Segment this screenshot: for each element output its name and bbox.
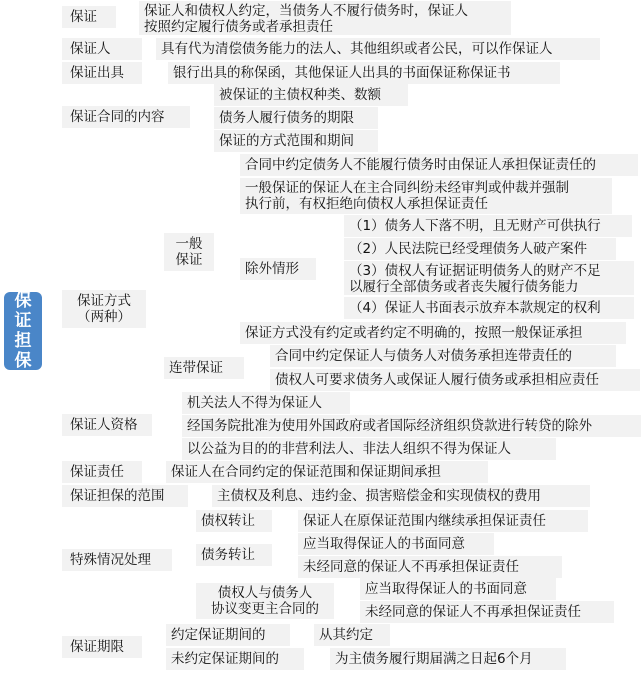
item-line: 以履行全部债务或者丧失履行债务能力	[349, 279, 579, 295]
exception-item-2[interactable]	[344, 238, 616, 260]
contract-item-1[interactable]	[214, 84, 408, 106]
item-text: 未经同意的保证人不再承担保证责任	[303, 559, 519, 575]
item-text: 未经同意的保证人不再承担保证责任	[365, 604, 581, 620]
debt-transfer-item-2[interactable]	[298, 556, 562, 578]
topic-label: 保证期限	[70, 639, 124, 655]
item-text: （4）保证人书面表示放弃本款规定的权利	[349, 300, 601, 316]
exception-item-1[interactable]	[344, 215, 632, 237]
node-label: 未约定保证期间的	[171, 651, 279, 667]
issue-definition[interactable]	[168, 62, 560, 84]
claim-transfer[interactable]	[196, 510, 272, 532]
topic-label: 保证人资格	[70, 417, 138, 433]
modification-item-1[interactable]	[360, 578, 556, 600]
topic-issue[interactable]	[62, 62, 142, 84]
node-label: 债权转让	[201, 513, 255, 529]
scope-definition[interactable]	[212, 485, 590, 507]
topic-label: 保证方式	[77, 293, 131, 309]
contract-item-3[interactable]	[214, 130, 378, 152]
item-text: 保证的方式范围和期间	[219, 133, 354, 149]
item-text: 从其约定	[319, 627, 373, 643]
exception-item-4[interactable]	[344, 297, 634, 319]
exceptions[interactable]	[240, 258, 316, 280]
node-label: 保证	[175, 252, 203, 268]
general-item-1[interactable]	[240, 154, 638, 176]
topic-qualification[interactable]	[62, 414, 152, 436]
item-text: （1）债务人下落不明，且无财产可供执行	[349, 218, 601, 234]
central-topic[interactable]	[4, 292, 42, 370]
node-label: 连带保证	[169, 360, 223, 376]
topic-scope[interactable]	[62, 485, 188, 507]
item-text: 机关法人不得为保证人	[187, 395, 322, 411]
node-label: 约定保证期间的	[171, 627, 266, 643]
qualification-item-3[interactable]	[182, 438, 556, 460]
liability-definition[interactable]	[166, 461, 488, 483]
node-label: 一般	[175, 236, 203, 252]
general-item-2[interactable]	[240, 178, 612, 214]
item-text: 合同中约定保证人与债务人对债务承担连带责任的	[275, 348, 572, 364]
item-text: 保证人在原保证范围内继续承担保证责任	[303, 513, 546, 529]
guarantee-definition[interactable]	[139, 1, 511, 35]
topic-label: 特殊情况处理	[70, 552, 151, 568]
item-text: 债务人履行债务的期限	[219, 110, 354, 126]
joint-guarantee[interactable]	[164, 357, 244, 379]
qualification-item-2[interactable]	[182, 415, 641, 437]
default-rule[interactable]	[240, 322, 626, 344]
topic-guarantor[interactable]	[62, 38, 142, 60]
joint-item-1[interactable]	[270, 345, 616, 367]
agreed-period-item[interactable]	[314, 624, 390, 646]
node-label: 协议变更主合同的	[211, 601, 319, 617]
definition-text: 银行出具的称保函，其他保证人出具的书面保证称保证书	[173, 65, 511, 81]
item-line: 一般保证的保证人在主合同纠纷未经审判或仲裁并强制	[245, 180, 569, 196]
item-text: 以公益为目的的非营利法人、非法人组织不得为保证人	[187, 441, 511, 457]
topic-label: （两种）	[77, 309, 131, 325]
definition-text: 保证人在合同约定的保证范围和保证期间承担	[171, 464, 441, 480]
guarantor-definition[interactable]	[156, 38, 600, 60]
modification-item-2[interactable]	[360, 601, 614, 623]
item-line: 执行前，有权拒绝向债权人承担保证责任	[245, 196, 488, 212]
item-line: （3）债权人有证据证明债务人的财产不足	[349, 263, 601, 279]
item-text: 被保证的主债权种类、数额	[219, 87, 381, 103]
item-text: 应当取得保证人的书面同意	[365, 581, 527, 597]
topic-contract-content[interactable]	[62, 106, 190, 128]
topic-label: 保证	[70, 9, 97, 25]
definition-text: 具有代为清偿债务能力的法人、其他组织或者公民，可以作保证人	[161, 41, 553, 57]
agreed-period[interactable]	[166, 624, 290, 646]
node-label: 除外情形	[245, 261, 299, 277]
topic-special-cases[interactable]	[62, 549, 172, 571]
contract-modification[interactable]	[196, 583, 334, 619]
debt-transfer-item-1[interactable]	[298, 533, 494, 555]
item-text: 债权人可要求债务人或保证人履行债务或承担相应责任	[275, 372, 599, 388]
unagreed-period-item[interactable]	[330, 648, 566, 670]
exception-item-3[interactable]	[344, 261, 634, 295]
definition-text: 主债权及利息、违约金、损害赔偿金和实现债权的费用	[217, 488, 541, 504]
debt-transfer[interactable]	[196, 544, 272, 566]
topic-label: 保证责任	[70, 464, 124, 480]
qualification-item-1[interactable]	[182, 392, 350, 414]
joint-item-2[interactable]	[270, 369, 640, 391]
item-text: 为主债务履行期届满之日起6个月	[335, 651, 533, 667]
topic-label: 保证出具	[70, 65, 124, 81]
item-text: 应当取得保证人的书面同意	[303, 536, 465, 552]
central-topic-label: 保证担保	[14, 292, 32, 370]
topic-guarantee[interactable]	[62, 6, 116, 28]
unagreed-period[interactable]	[166, 648, 304, 670]
definition-line: 按照约定履行债务或者承担责任	[144, 19, 333, 35]
definition-line: 保证人和债权人约定，当债务人不履行债务时，保证人	[144, 3, 468, 19]
topic-liability[interactable]	[62, 461, 142, 483]
topic-guarantee-mode[interactable]	[62, 290, 146, 328]
topic-label: 保证合同的内容	[70, 109, 165, 125]
topic-label: 保证人	[70, 41, 111, 57]
node-label: 债权人与债务人	[217, 585, 313, 601]
topic-period[interactable]	[62, 636, 142, 658]
item-text: （2）人民法院已经受理债务人破产案件	[349, 241, 588, 257]
item-text: 合同中约定债务人不能履行债务时由保证人承担保证责任的	[245, 157, 596, 173]
node-label: 债务转让	[201, 547, 255, 563]
item-text: 保证方式没有约定或者约定不明确的，按照一般保证承担	[245, 325, 583, 341]
item-text: 经国务院批准为使用外国政府或者国际经济组织贷款进行转贷的除外	[187, 418, 592, 434]
topic-label: 保证担保的范围	[70, 488, 165, 504]
contract-item-2[interactable]	[214, 107, 378, 129]
general-guarantee[interactable]	[164, 233, 214, 271]
claim-transfer-item[interactable]	[298, 510, 588, 532]
